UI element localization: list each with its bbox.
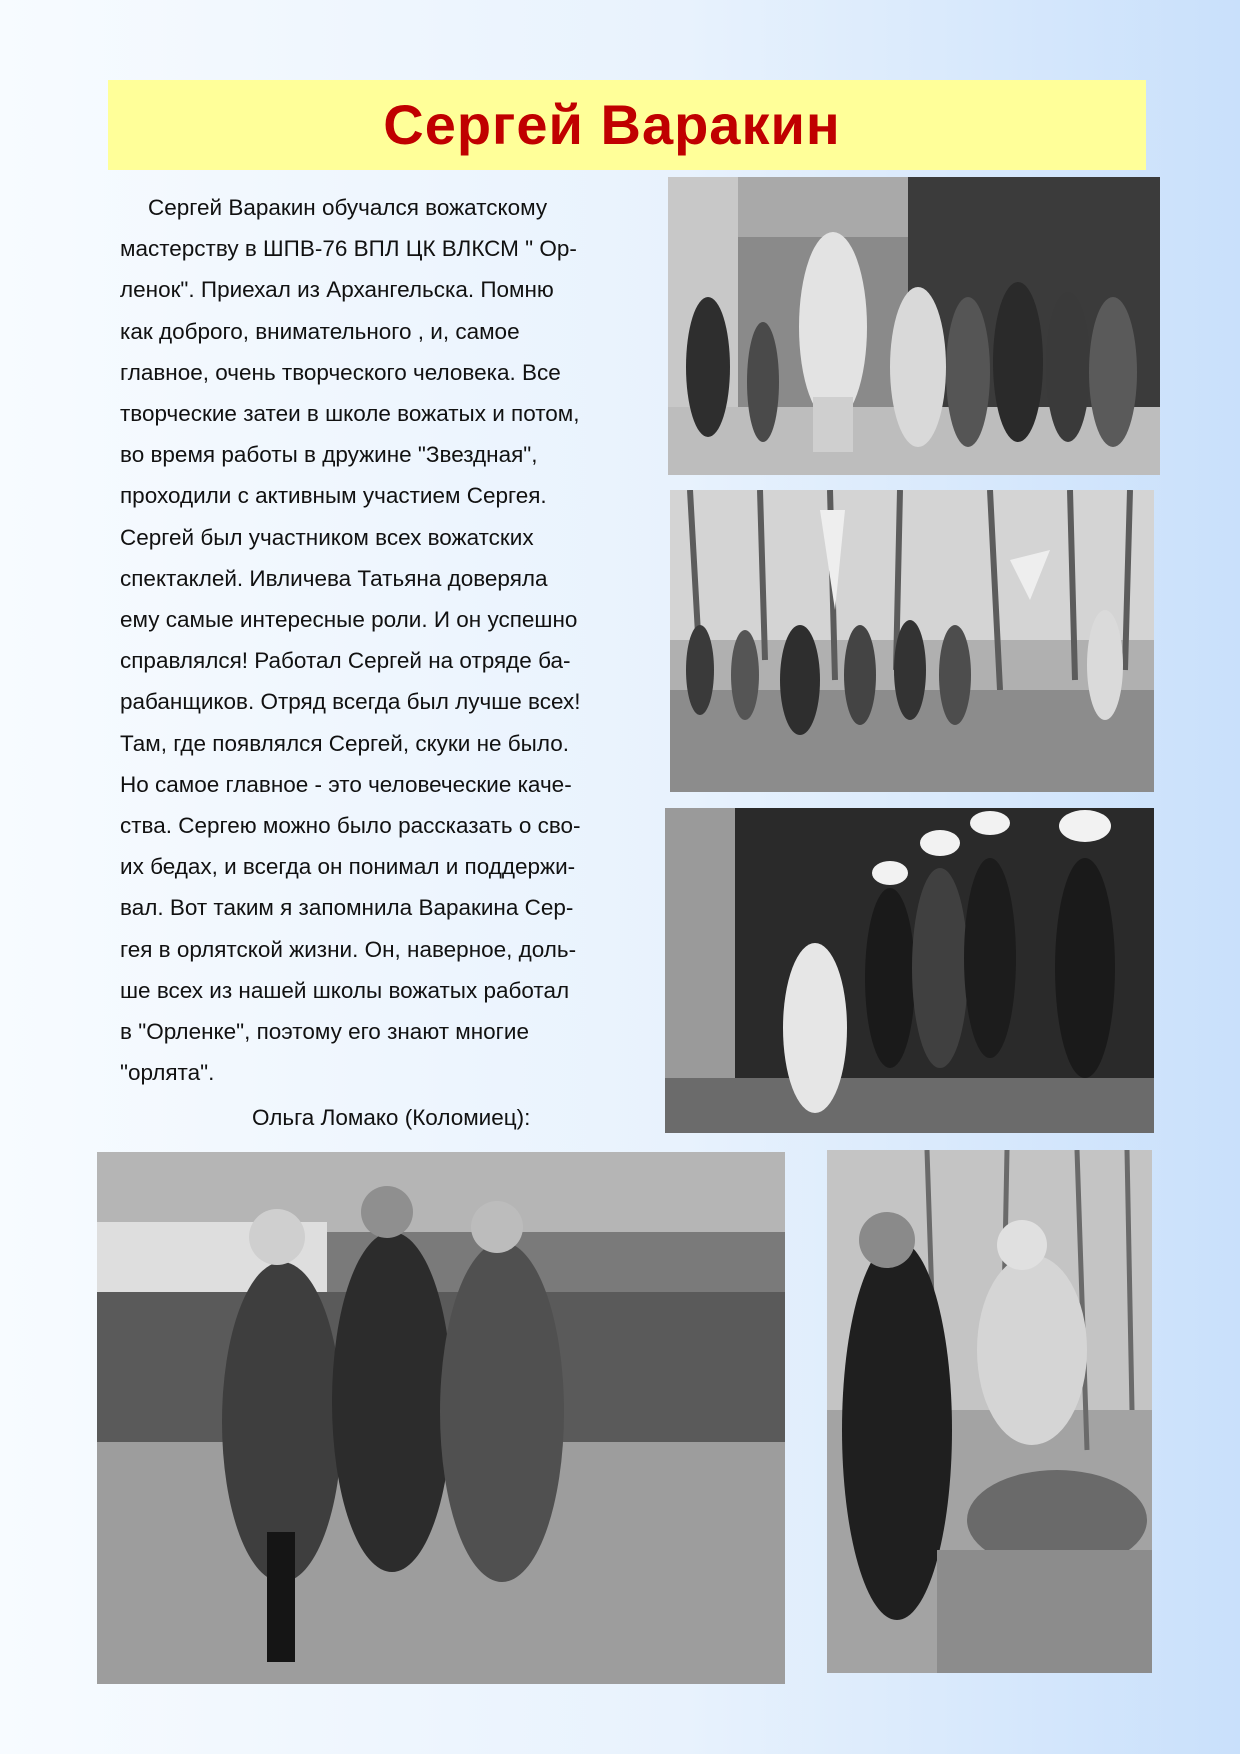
article-line: рабанщиков. Отряд всегда был лучше всех! — [120, 689, 581, 715]
article-body — [120, 187, 640, 1093]
photo-outdoor-drummers — [670, 490, 1154, 792]
article-line: Там, где появлялся Сергей, скуки не было. — [120, 730, 569, 756]
article-line: Сергей Варакин обучался вожатскому — [148, 195, 548, 220]
photo-three-friends — [97, 1152, 785, 1684]
article-line: Но самое главное - это человеческие каче- — [120, 771, 572, 797]
article-line: гея в орлятской жизни. Он, наверное, доль- — [120, 936, 577, 962]
article-line: в "Орленке", поэтому его знают многие — [120, 1019, 529, 1045]
article-line: вал. Вот таким я запомнила Варакина Сер- — [120, 895, 574, 921]
article-line: спектаклей. Ивличева Татьяна доверяла — [120, 565, 548, 591]
article-line: как доброго, внимательного , и, самое — [120, 318, 520, 344]
article-line: ше всех из нашей школы вожатых работал — [120, 977, 570, 1003]
page-title: Сергей Варакин — [383, 93, 841, 156]
article-line: проходили с активным участием Сергея. — [120, 483, 547, 509]
photo-outdoor-scene — [827, 1150, 1152, 1673]
article-line: мастерству в ШПВ-76 ВПЛ ЦК ВЛКСМ " Ор- — [120, 236, 577, 262]
article-line: творческие затеи в школе вожатых и потом, — [120, 401, 580, 427]
author-signature: Ольга Ломако (Коломиец): — [252, 1105, 531, 1130]
article-line: "орлята". — [120, 1060, 215, 1086]
article-line: ему самые интересные роли. И он успешно — [120, 607, 578, 633]
article-line: их бедах, и всегда он понимал и поддержи- — [120, 854, 576, 880]
article-line: Сергей был участником всех вожатских — [120, 524, 534, 550]
article-line: справлялся! Работал Сергей на отряде ба- — [120, 648, 571, 674]
article-line: главное, очень творческого человека. Все — [120, 359, 561, 385]
article-line: во время работы в дружине "Звездная", — [120, 442, 538, 468]
title-banner — [108, 80, 1146, 170]
photo-stage-performance — [668, 177, 1160, 475]
article-line: ленок". Приехал из Архангельска. Помню — [120, 277, 554, 303]
photo-stage-dance — [665, 808, 1154, 1133]
article-line: ства. Сергею можно было рассказать о сво- — [120, 813, 581, 839]
